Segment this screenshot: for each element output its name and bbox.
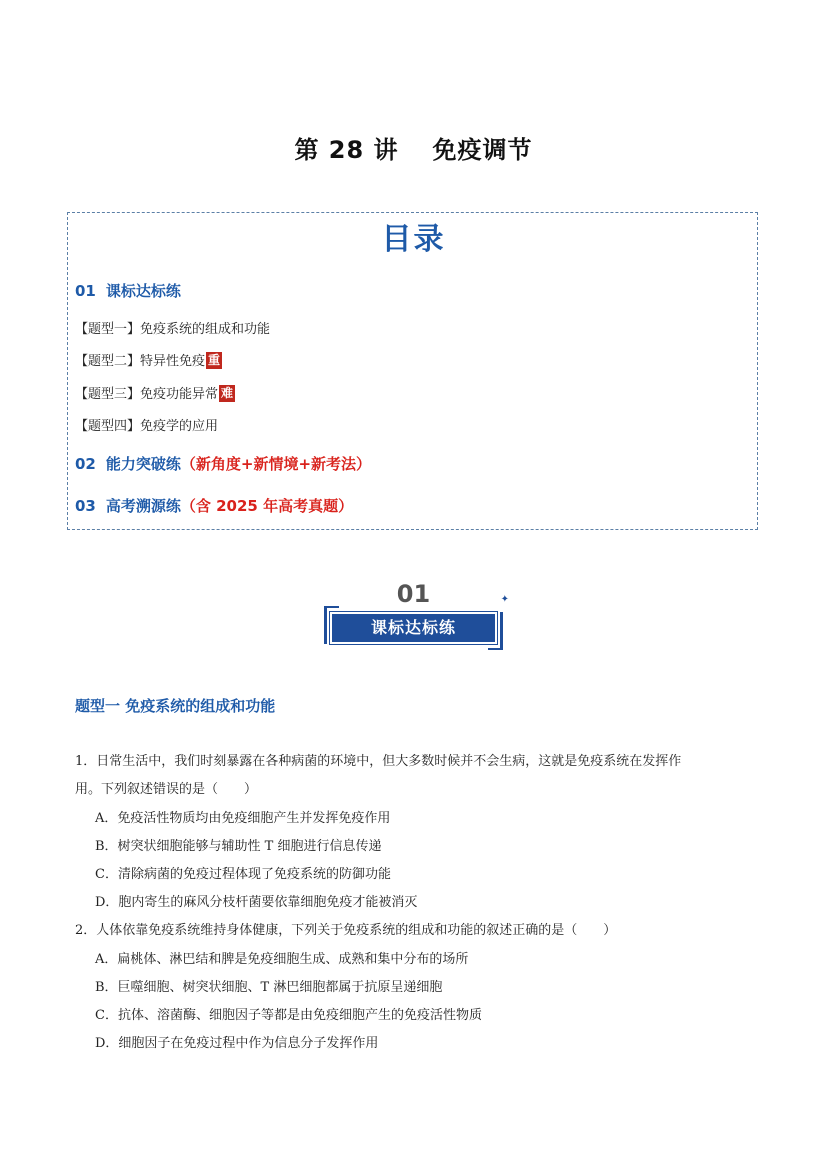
important-badge: 重 xyxy=(208,353,221,367)
banner-label: 课标达标练 xyxy=(370,618,456,637)
toc-item-1[interactable] xyxy=(75,318,270,337)
toc-section-label: 课标达标练 xyxy=(105,282,181,300)
toc-section-label: 能力突破练 xyxy=(105,455,181,473)
question-2-option-d[interactable]: D．细胞因子在免疫过程中作为信息分子发挥作用 xyxy=(95,1036,379,1051)
question-1-option-a[interactable]: A．免疫活性物质均由免疫细胞产生并发挥免疫作用 xyxy=(95,811,391,826)
toc-item-3[interactable] xyxy=(75,383,235,402)
question-1-option-b[interactable]: B．树突状细胞能够与辅助性 T 细胞进行信息传递 xyxy=(95,839,382,854)
question-1-option-c[interactable]: C．清除病菌的免疫过程体现了免疫系统的防御功能 xyxy=(95,867,391,882)
toc-section-note: （新角度+新情境+新考法） xyxy=(180,455,372,473)
toc-section-3[interactable] xyxy=(75,495,353,516)
toc-section-label: 高考溯源练 xyxy=(105,497,181,515)
toc-item-label: 【题型四】免疫学的应用 xyxy=(75,419,219,434)
lecture-topic: 免疫调节 xyxy=(432,136,533,164)
toc-item-2[interactable] xyxy=(75,350,222,369)
difficult-badge: 难 xyxy=(221,386,234,400)
toc-section-number: 01 xyxy=(75,282,96,300)
toc-heading: 目录 xyxy=(381,222,446,257)
toc-item-label: 【题型二】特异性免疫 xyxy=(75,354,206,369)
page-title xyxy=(0,130,827,165)
lecture-number: 第 28 讲 xyxy=(294,136,399,164)
question-1-option-d[interactable]: D．胞内寄生的麻风分枝杆菌要依靠细胞免疫才能被消灭 xyxy=(95,895,418,910)
toc-section-note: （含 2025 年高考真题） xyxy=(180,497,354,515)
toc-section-number: 02 xyxy=(75,455,96,473)
table-of-contents-box xyxy=(67,212,758,530)
toc-item-label: 【题型一】免疫系统的组成和功能 xyxy=(75,322,271,337)
toc-item-label: 【题型三】免疫功能异常 xyxy=(75,387,219,402)
toc-item-4[interactable] xyxy=(75,415,218,434)
toc-section-number: 03 xyxy=(75,497,96,515)
toc-section-2[interactable] xyxy=(75,453,371,474)
sparkle-icon: ✦ xyxy=(500,594,509,605)
question-2-option-a[interactable]: A．扁桃体、淋巴结和脾是免疫细胞生成、成熟和集中分布的场所 xyxy=(95,952,469,967)
question-1-stem: 1．日常生活中，我们时刻暴露在各种病菌的环境中，但大多数时候并不会生病，这就是免疫系统在发挥作 xyxy=(75,754,682,769)
section-number: 01 xyxy=(396,580,431,608)
question-1-stem-cont: 用。下列叙述错误的是（ ） xyxy=(75,782,258,797)
question-2-option-b[interactable]: B．巨噬细胞、树突状细胞、T 淋巴细胞都属于抗原呈递细胞 xyxy=(95,980,443,995)
question-2-stem: 2．人体依靠免疫系统维持身体健康，下列关于免疫系统的组成和功能的叙述正确的是（ ） xyxy=(75,923,617,938)
topic-title: 题型一 免疫系统的组成和功能 xyxy=(75,697,276,715)
toc-section-1[interactable] xyxy=(75,280,181,301)
question-2-option-c[interactable]: C．抗体、溶菌酶、细胞因子等都是由免疫细胞产生的免疫活性物质 xyxy=(95,1008,482,1023)
